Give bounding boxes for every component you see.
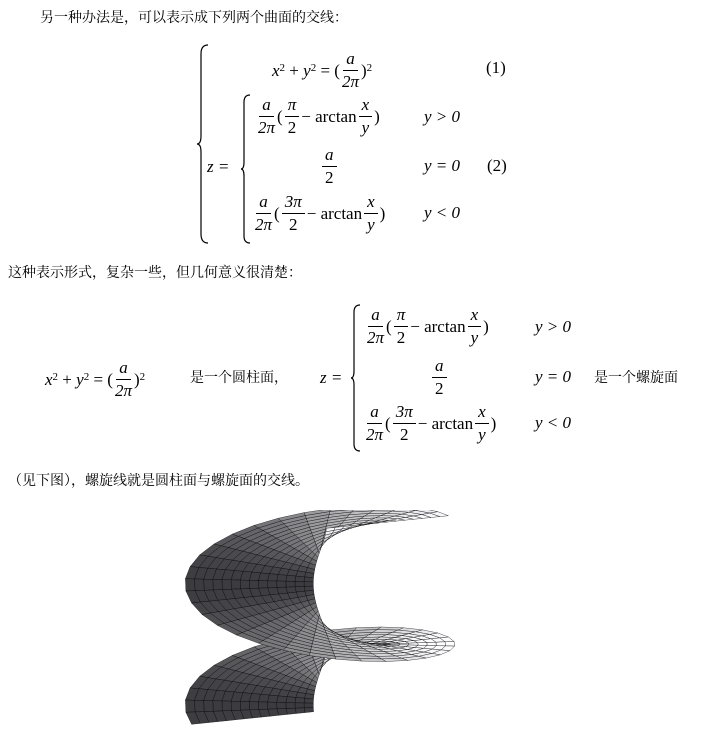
helicoid-mesh-cell (249, 580, 258, 588)
denominator: 2 (399, 425, 409, 444)
exp: 2 (83, 370, 90, 383)
numerator: π (285, 94, 300, 117)
helicoid-mesh-cell (195, 700, 205, 712)
helicoid-mesh-cell (436, 642, 446, 646)
minus: − (301, 106, 311, 126)
outer-brace (196, 44, 210, 244)
numerator: 3π (282, 191, 305, 214)
paren: ( (385, 413, 391, 433)
denominator: y (367, 215, 375, 234)
minus: − (417, 413, 428, 433)
paren: ) (374, 106, 380, 126)
helicoid-mesh-cell (304, 577, 313, 582)
arctan: arctan (320, 203, 363, 223)
helicoid-mesh-cell (277, 575, 287, 582)
equals: = (93, 369, 104, 389)
helicoid-caption: 是一个螺旋面 (594, 370, 678, 386)
denominator: y (361, 118, 370, 137)
conclusion-paragraph: （见下图），螺旋线就是圆柱面与螺旋面的交线。 (8, 473, 309, 489)
z-case-zero (320, 144, 339, 189)
paren: ( (107, 369, 113, 389)
helicoid-mesh-cell (195, 579, 205, 591)
cylinder-equation-2 (45, 357, 145, 402)
z-equals-2: z = (320, 368, 343, 387)
helicoid-mesh-cell (304, 698, 313, 703)
helicoid-mesh-cell (277, 702, 286, 709)
numerator: x (468, 304, 482, 327)
exp: 2 (366, 61, 373, 74)
exp: 2 (52, 370, 59, 383)
helicoid-mesh-cell (304, 708, 313, 713)
denominator: 2 (435, 379, 444, 398)
var-y: y (76, 369, 84, 389)
condition-eq: y = 0 (424, 156, 461, 175)
numerator: x (364, 191, 378, 214)
z-equals: z = (207, 157, 230, 176)
numerator: 3π (393, 401, 416, 424)
var-x: x (272, 60, 280, 80)
helicoid-mesh-cell (213, 701, 223, 712)
numerator: x (359, 94, 373, 117)
denominator: 2π (341, 72, 359, 91)
equals: = (320, 60, 331, 80)
helicoid-mesh-cell (259, 702, 268, 710)
fraction (394, 304, 409, 349)
exp: 2 (279, 61, 286, 74)
helicoid-mesh-cell (204, 579, 214, 590)
helicoid-mesh-cell (231, 580, 240, 589)
helicoid-mesh-cell (240, 580, 249, 589)
helicoid-mesh-cell (295, 703, 304, 708)
helicoid-mesh-cell (268, 581, 277, 588)
helicoid-mesh-cell (445, 642, 455, 647)
z-case-negative-2 (364, 401, 496, 446)
numerator: a (322, 144, 337, 167)
fraction (322, 144, 337, 189)
plus: + (62, 369, 72, 389)
denominator: y (470, 328, 479, 347)
helicoid-mesh-cell (259, 581, 268, 589)
helicoid-mesh-cell (213, 579, 223, 590)
denominator: 2 (396, 328, 406, 347)
paren: ) (133, 369, 140, 389)
fraction (258, 94, 275, 139)
numerator: a (432, 355, 447, 378)
denominator: 2π (366, 425, 384, 444)
fraction (393, 401, 416, 446)
helicoid-mesh-cell (418, 643, 428, 646)
fraction (366, 401, 383, 446)
intro-paragraph: 另一种办法是，可以表示成下列两个曲面的交线： (40, 10, 348, 26)
helicoid-mesh-cell (185, 579, 195, 591)
numerator: a (259, 94, 274, 117)
minus: − (410, 316, 420, 336)
helicoid-mesh-cell (304, 582, 313, 587)
condition-gt-2: y > 0 (535, 317, 572, 336)
helicoid-mesh-cell (204, 701, 214, 712)
equation-label-1: (1) (486, 58, 506, 77)
paren: ) (360, 60, 367, 80)
plus: + (289, 60, 299, 80)
paren: ) (483, 316, 489, 336)
helicoid-mesh-cell (231, 701, 240, 710)
denominator: 2π (114, 381, 132, 400)
fraction (285, 94, 300, 139)
inner-brace (240, 94, 252, 244)
z-case-positive-2 (365, 304, 489, 349)
paren: ) (379, 203, 386, 223)
helicoid-mesh-cell (268, 695, 279, 702)
cylinder-equation-1 (272, 48, 372, 93)
fraction (255, 191, 272, 236)
helicoid-mesh-cell (295, 576, 305, 582)
helicoid-figure (170, 510, 460, 731)
paren: ( (334, 60, 340, 80)
helicoid-mesh-cell (427, 642, 437, 646)
condition-lt-2: y < 0 (535, 413, 572, 432)
condition-gt: y > 0 (424, 107, 461, 126)
denominator: 2 (325, 168, 334, 187)
helicoid-mesh-cell (222, 701, 232, 711)
helicoid-mesh-cell (286, 703, 295, 709)
numerator: a (256, 191, 271, 214)
helicoid-mesh-cell (240, 701, 249, 710)
helicoid-mesh-cell (296, 571, 306, 577)
cylinder-caption: 是一个圆柱面， (190, 370, 288, 386)
numerator: x (475, 401, 489, 424)
helicoid-mesh-cell (277, 696, 287, 703)
fraction (475, 401, 489, 446)
numerator: a (343, 48, 358, 71)
var-y: y (303, 60, 311, 80)
z-case-zero-2 (430, 355, 449, 400)
fraction (364, 191, 378, 236)
z-case-positive (256, 94, 380, 139)
fraction (282, 191, 305, 236)
helicoid-mesh-cell (222, 580, 232, 590)
denominator: y (478, 425, 486, 444)
condition-lt: y < 0 (424, 203, 461, 222)
helicoid-mesh-cell (409, 643, 419, 645)
brace-2 (350, 304, 362, 452)
paren: ( (277, 106, 283, 126)
helicoid-mesh-cell (295, 582, 304, 587)
arctan: arctan (431, 413, 474, 433)
z-case-negative (253, 191, 385, 236)
helicoid-mesh-cell (268, 702, 277, 709)
paren: ( (274, 203, 280, 223)
fraction (342, 48, 359, 93)
equation-label-2: (2) (487, 156, 507, 175)
numerator: a (368, 304, 383, 327)
helicoid-mesh-cell (277, 581, 286, 588)
helicoid-mesh-cell (185, 700, 195, 712)
helicoid-mesh-cell (296, 692, 306, 698)
fraction (115, 357, 132, 402)
var-x: x (45, 369, 53, 389)
numerator: a (367, 401, 382, 424)
minus: − (306, 203, 317, 223)
denominator: 2π (255, 215, 273, 234)
helicoid-mesh-cell (286, 581, 295, 587)
arctan: arctan (315, 106, 357, 126)
paren: ) (490, 413, 497, 433)
helicoid-mesh-cell (295, 708, 305, 714)
fraction (367, 304, 384, 349)
denominator: 2 (287, 118, 297, 137)
helicoid-mesh-cell (304, 703, 313, 708)
numerator: π (394, 304, 409, 327)
denominator: 2π (258, 118, 276, 137)
fraction (359, 94, 373, 139)
helicoid-mesh-cell (268, 574, 279, 581)
denominator: 2π (367, 328, 385, 347)
paren: ( (386, 316, 392, 336)
helicoid-mesh-cell (286, 575, 296, 581)
helicoid-mesh-cell (286, 697, 296, 703)
middle-paragraph: 这种表示形式，复杂一些，但几何意义很清楚： (8, 265, 302, 281)
helicoid-mesh-cell (286, 708, 296, 714)
numerator: a (116, 357, 131, 380)
denominator: 2 (288, 215, 298, 234)
arctan: arctan (424, 316, 466, 336)
fraction (432, 355, 447, 400)
helicoid-mesh-cell (295, 697, 305, 703)
exp: 2 (139, 370, 146, 383)
exp: 2 (310, 61, 317, 74)
fraction (468, 304, 482, 349)
condition-eq-2: y = 0 (535, 367, 572, 386)
helicoid-mesh-cell (249, 702, 258, 710)
